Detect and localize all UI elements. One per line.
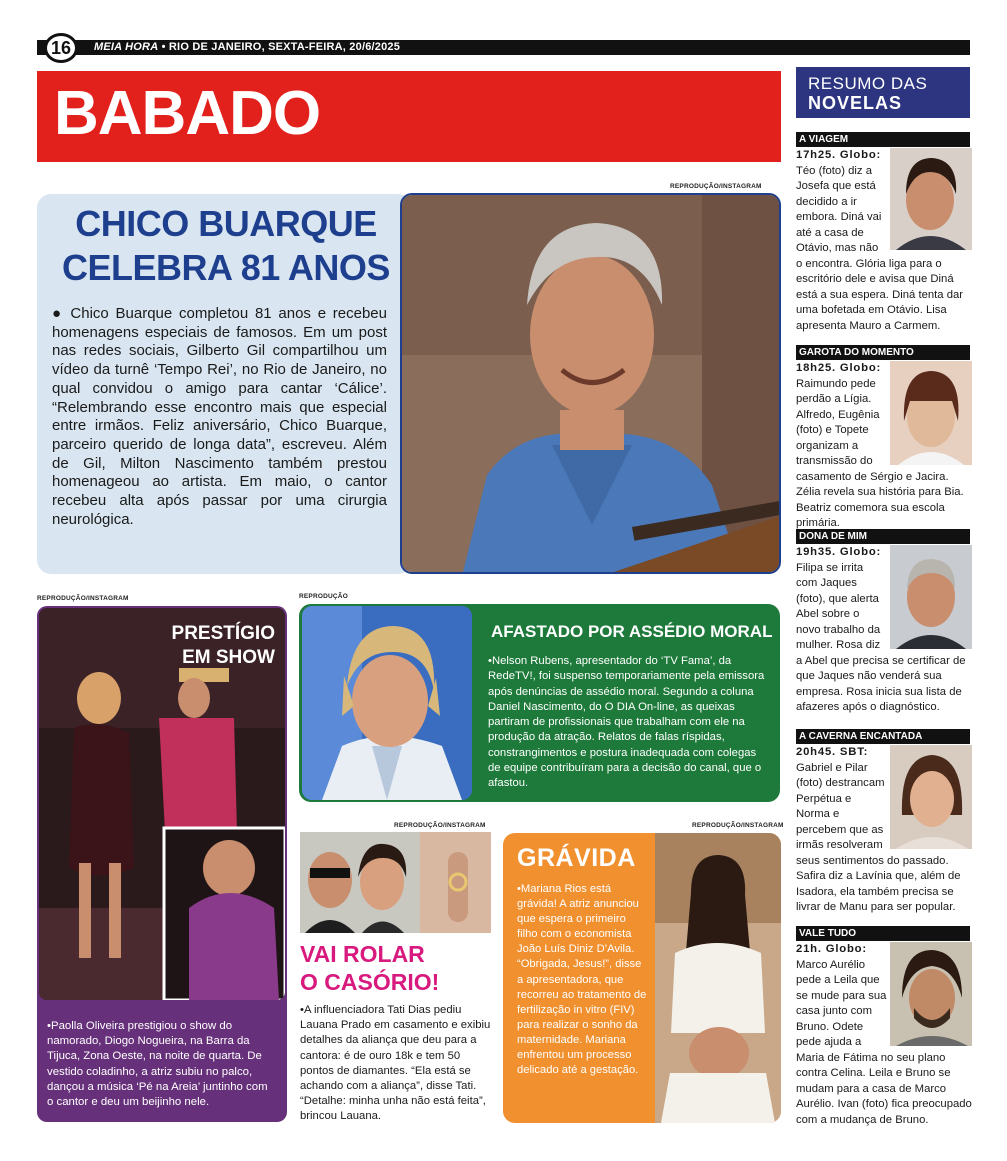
novela-summary: [796, 745, 972, 916]
photo-credit: REPRODUÇÃO: [299, 593, 348, 600]
bullet-icon: ●: [52, 305, 71, 322]
casorio-body-text: A influenciadora Tati Dias pediu Lauana Prado em casamento e exibiu detalhes da aliança que deu para a cantora: é de ouro 18k e tem 50 pontos de diamantes. “Ela está se achando com a aliança”, disse Tati. “Detalhe: minha unha não está feita”, brincou Lauana.: [300, 1004, 491, 1123]
novela-photo-slot: [890, 942, 972, 1048]
gravida-photo-illustration: [655, 833, 781, 1123]
novela-time: 21h. Globo:: [796, 943, 867, 955]
prestigio-article-body: [47, 1019, 277, 1110]
novela-summary: [796, 942, 972, 1128]
afastado-photo: [302, 606, 472, 800]
chico-article-body: [52, 305, 387, 529]
afastado-body-text: Nelson Rubens, apresentador do ‘TV Fama’, da RedeTV!, foi suspenso temporariamente pela emissora após denúncias de assédio moral. Segundo a coluna Daniel Nascimento, do O DIA On-line, as queixas partiram de profissionais que trabalham com ele na produção da atração. Relatos de falas ríspidas, constrangimentos e postura inadequada com colegas de equipe contribuíram para a decisão do canal, que o afastou.: [488, 655, 765, 790]
casorio-article-body: [300, 1003, 491, 1125]
chico-headline: [46, 202, 406, 290]
novela-text: Filipa se irrita com Jaques (foto), que alerta Abel sobre o novo trabalho da mulher. Rosa diz a Abel que precisa se certificar de que Jaques não venderá sua empresa. Rosa inicia sua lista de afazeres após o diagnóstico.: [796, 561, 966, 713]
novela-time: 18h25. Globo:: [796, 362, 882, 374]
novela-photo: [890, 745, 972, 849]
casorio-photo-illustration: [300, 832, 491, 933]
afastado-photo-illustration: [302, 606, 472, 800]
novelas-title-line2: NOVELAS: [808, 93, 903, 113]
novela-photo-slot: [890, 545, 972, 651]
gravida-photo: [655, 833, 781, 1123]
novela-photo: [890, 545, 972, 649]
novelas-title-line1: RESUMO DAS: [808, 74, 928, 93]
chico-body-text: Chico Buarque completou 81 anos e recebeu homenagens especiais de famosos. Em um post nas redes sociais, Gilberto Gil compartilhou um vídeo da turnê ‘Tempo Rei’, no Rio de Janeiro, no qual convidou o amigo para cantar ‘Cálice’. “Relembrando esse encontro mais que especial entre irmãos. Feliz aniversário, Chico Buarque, parceiro querido de longa data”, escreveu. Além de Gil, Milton Nascimento também prestou homenageou ao artista. Em maio, o cantor recebeu alta após passar por uma cirurgia neurológica.: [52, 305, 387, 528]
novela-time: 17h25. Globo:: [796, 149, 882, 161]
chico-headline-line2: CELEBRA 81 ANOS: [62, 247, 390, 288]
section-title: BABADO: [54, 79, 321, 148]
novela-summary: [796, 545, 972, 716]
header-dateline: [94, 41, 400, 53]
chico-photo: [400, 193, 781, 574]
afastado-headline: AFASTADO POR ASSÉDIO MORAL: [491, 622, 773, 641]
novela-text: Téo (foto) diz a Josefa que está decidido a ir embora. Diná vai até a casa de Otávio, mas não o encontra. Glória liga para o escritório dele e avisa que Diná está a sua espera. Diná tenta dar uma bofetada em Otávio. Lisa apresenta Mauro a Carmem.: [796, 164, 964, 332]
casorio-headline-line2: O CASÓRIO!: [300, 969, 440, 995]
novela-summary: [796, 361, 972, 532]
novela-photo-slot: [890, 745, 972, 851]
gravida-article-body: [517, 882, 647, 1078]
casorio-headline: [300, 940, 439, 996]
novela-name: DONA DE MIM: [796, 529, 970, 544]
page-number: 16: [44, 33, 78, 63]
photo-credit: REPRODUÇÃO/INSTAGRAM: [692, 822, 784, 829]
novela-name: A VIAGEM: [796, 132, 970, 147]
novela-name: VALE TUDO: [796, 926, 970, 941]
bullet-icon: •: [517, 883, 521, 895]
novela-text: Gabriel e Pilar (foto) destrancam Perpétua e Norma e percebem que as irmãs resolveram seus sentimentos do passado. Safira diz a Lavínia que, além de Isadora, ela também precisa se livrar de Manu para ser popular.: [796, 761, 961, 913]
novela-text: Raimundo pede perdão a Lígia. Alfredo, Eugênia (foto) e Topete organizam a transmissão do casamento de Sérgio e Jacira. Zélia revela sua história para Bia. Beatriz comemora sua escola primária.: [796, 377, 964, 529]
novela-time: 20h45. SBT:: [796, 746, 869, 758]
novela-name: A CAVERNA ENCANTADA: [796, 729, 970, 744]
casorio-photo: [300, 832, 491, 933]
gravida-body-text: Mariana Rios está grávida! A atriz anunciou que espera o primeiro filho com o economista João Luís Diniz D’Avila. “Obrigada, Jesus!”, disse a apresentadora, que recorreu ao tratamento de fertilização in vitro (FIV) para realizar o sonho da maternidade. Mariana enfrentou um processo delicado até a gestação.: [517, 883, 647, 1077]
chico-photo-illustration: [402, 195, 781, 574]
gravida-headline: GRÁVIDA: [517, 844, 636, 872]
novela-photo-slot: [890, 361, 972, 467]
casorio-headline-line1: VAI ROLAR: [300, 941, 425, 967]
novela-name: GAROTA DO MOMENTO: [796, 345, 970, 360]
novela-text: Marco Aurélio pede a Leila que se mude para sua casa junto com Bruno. Odete pede ajuda a Maria de Fátima no seu plano contra Celina. Leila e Bruno se mudam para a casa de Marco Aurélio. Ivan (foto) fica preocupado com a mudança de Bruno.: [796, 958, 972, 1126]
photo-credit: REPRODUÇÃO/INSTAGRAM: [37, 595, 129, 602]
photo-credit: REPRODUÇÃO/INSTAGRAM: [394, 822, 486, 829]
prestigio-headline: [150, 622, 275, 670]
bullet-icon: •: [47, 1020, 51, 1032]
novela-summary: [796, 148, 972, 334]
prestigio-headline-line1: PRESTÍGIO: [171, 623, 275, 644]
bullet-icon: •: [488, 655, 492, 667]
novela-photo-slot: [890, 148, 972, 252]
novela-photo: [890, 148, 972, 250]
dateline: • RIO DE JANEIRO, SEXTA-FEIRA, 20/6/2025: [161, 41, 401, 53]
paper-name: MEIA HORA: [94, 41, 159, 53]
novela-photo: [890, 942, 972, 1046]
novela-photo: [890, 361, 972, 465]
chico-headline-line1: CHICO BUARQUE: [75, 203, 377, 244]
afastado-article-body: [488, 654, 770, 792]
prestigio-body-text: Paolla Oliveira prestigiou o show do namorado, Diogo Nogueira, na Barra da Tijuca, Zona Oeste, na noite de quarta. De vestido coladinho, a atriz subiu no palco, dançou a música ‘Pé na Areia’ juntinho com o cantor e deu um beijinho nele.: [47, 1020, 268, 1109]
prestigio-headline-line2: EM SHOW: [182, 647, 275, 668]
novela-time: 19h35. Globo:: [796, 546, 882, 558]
photo-credit: REPRODUÇÃO/INSTAGRAM: [670, 183, 762, 190]
bullet-icon: •: [300, 1004, 304, 1016]
